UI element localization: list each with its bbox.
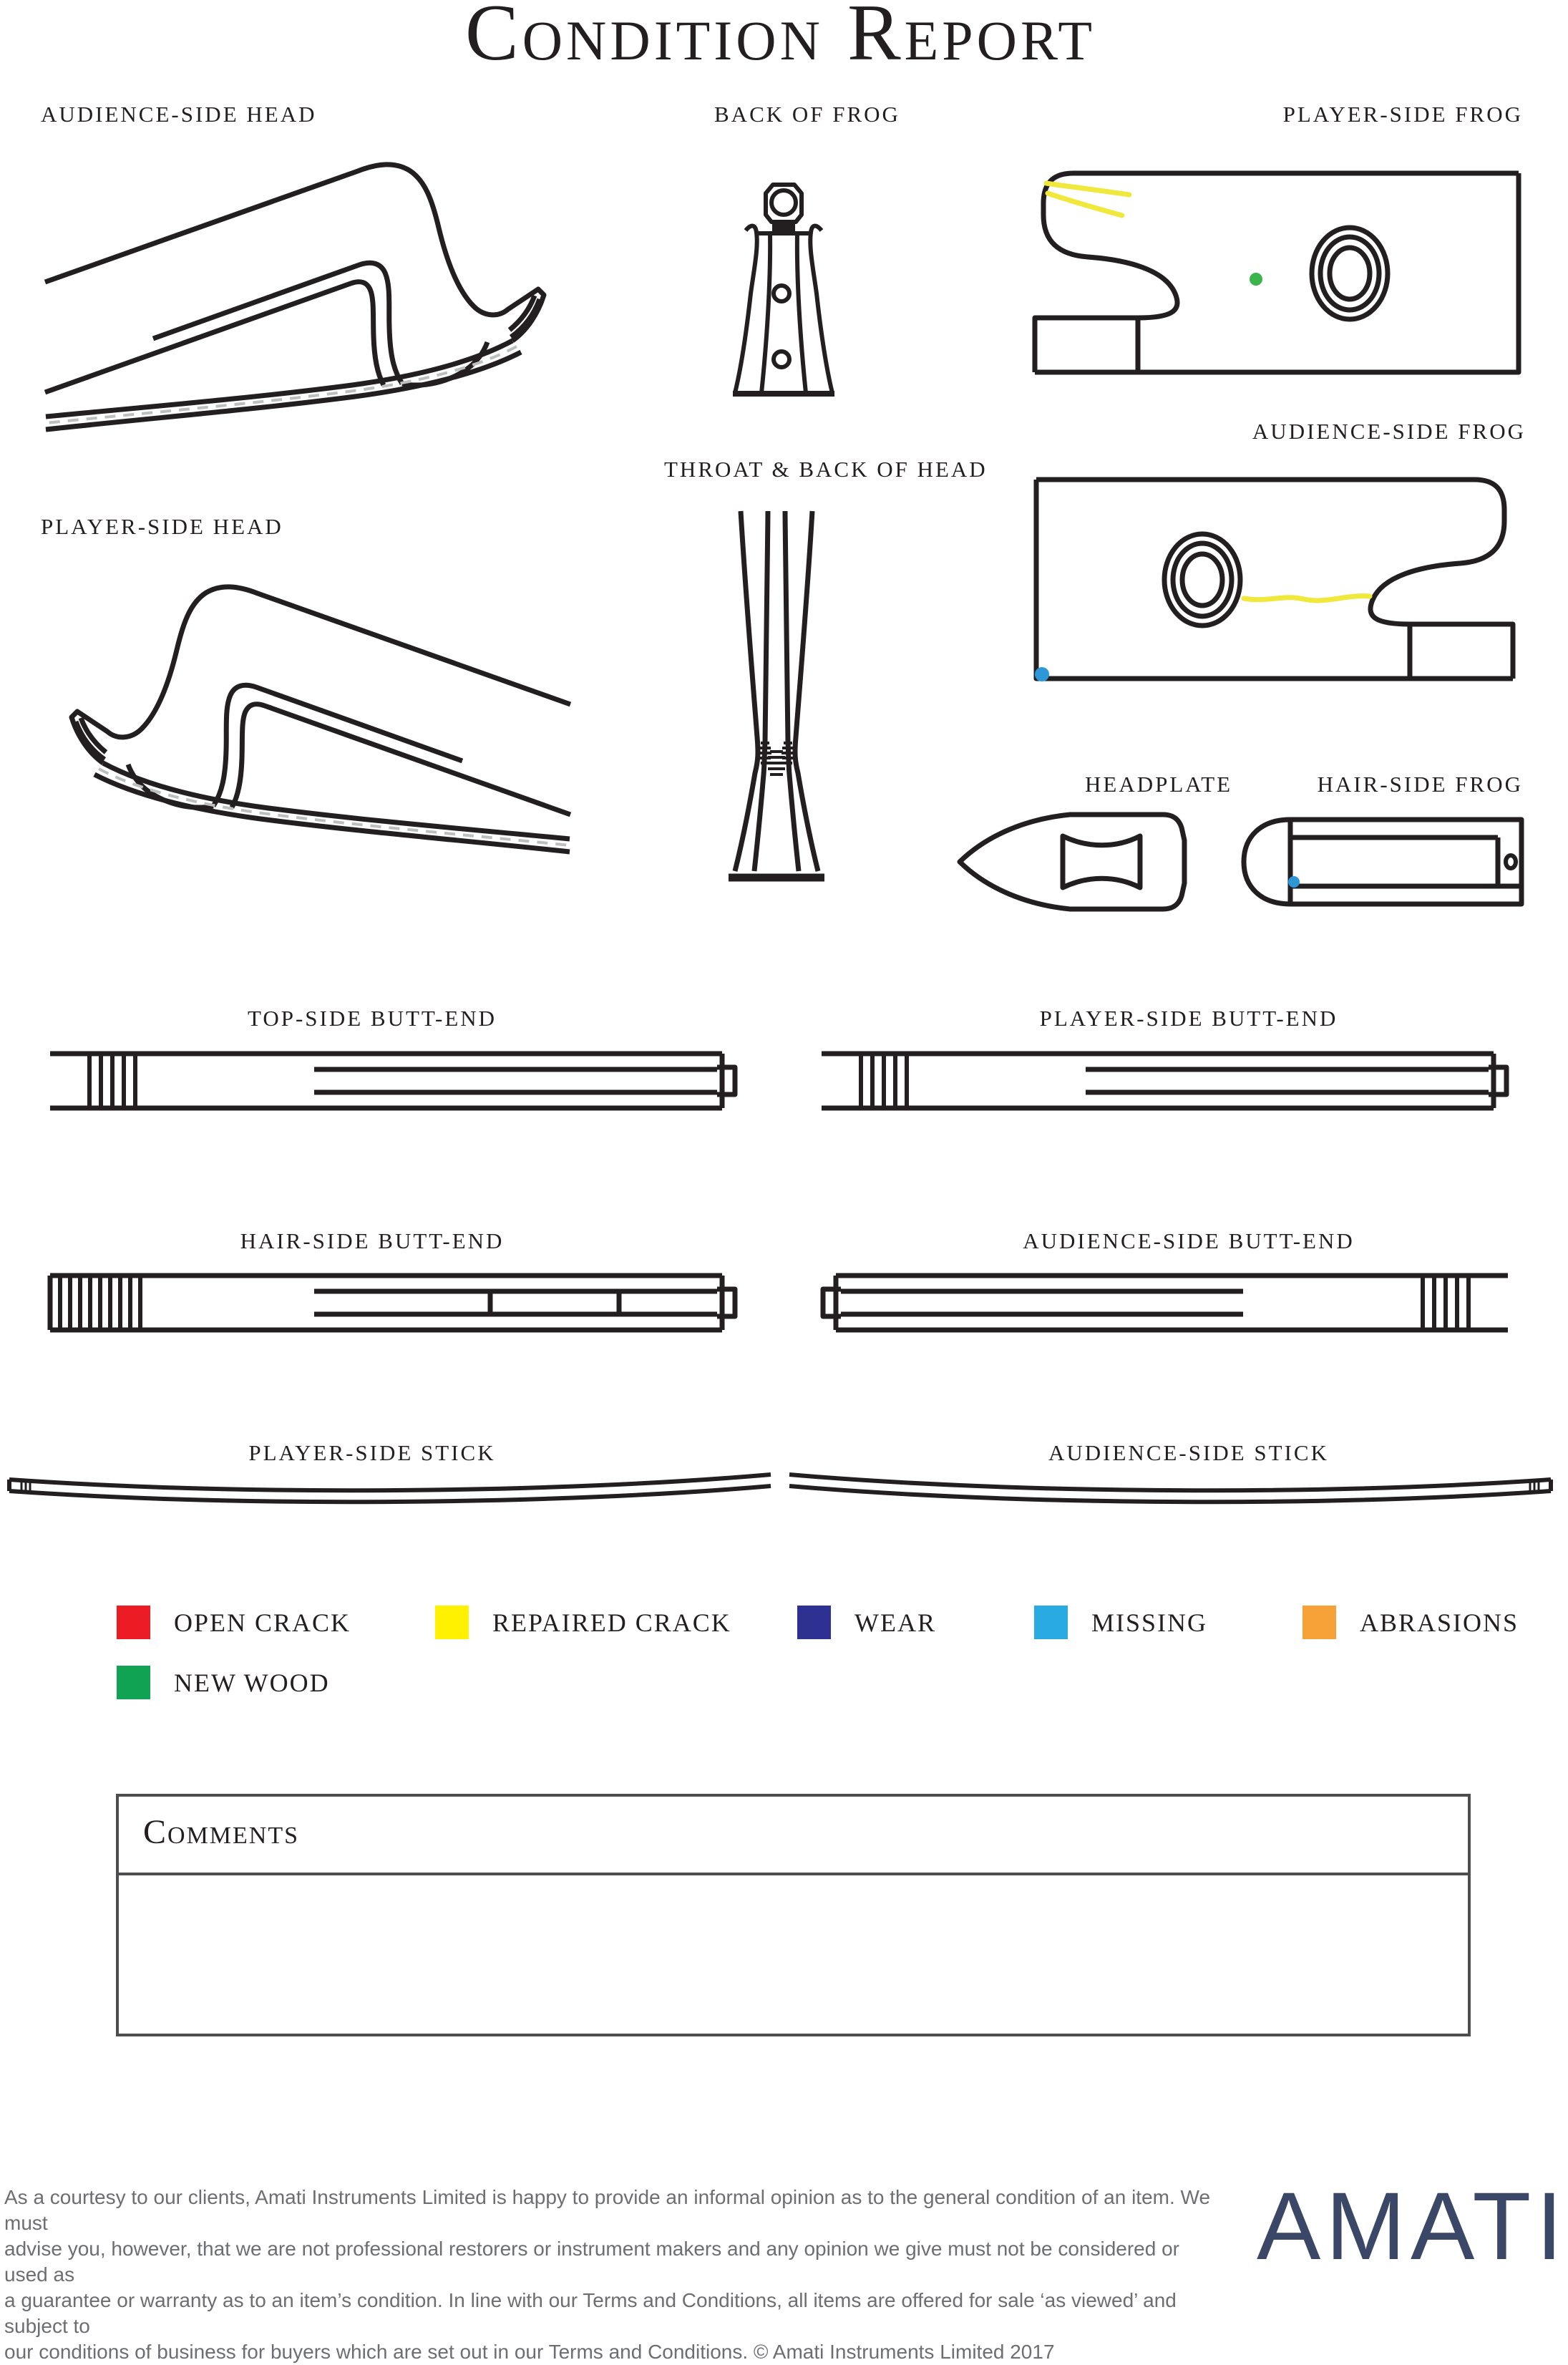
audience-side-frog-diagram [1032, 452, 1526, 703]
label-player-side-frog: PLAYER-SIDE FROG [1282, 102, 1523, 127]
new-wood-swatch-icon [117, 1666, 150, 1699]
repaired-crack-swatch-icon [435, 1606, 469, 1639]
new-wood-mark [1250, 273, 1262, 286]
player-side-stick-diagram [7, 1471, 773, 1507]
frog-back-outline [733, 185, 834, 394]
legend-item-missing [1034, 1606, 1207, 1639]
legend-item-wear [797, 1606, 936, 1639]
player-side-butt-end-diagram [819, 1049, 1510, 1113]
label-back-of-frog: BACK OF FROG [714, 102, 900, 127]
label-hair-side-butt-end: HAIR-SIDE BUTT-END [240, 1228, 505, 1253]
head-outline [72, 587, 570, 852]
butt-end-outline [50, 1276, 735, 1330]
frog-outline [1036, 480, 1513, 679]
top-side-butt-end-diagram [48, 1049, 739, 1113]
back-of-frog-diagram [730, 179, 837, 408]
legend-label: WEAR [854, 1608, 936, 1637]
legend-item-open-crack [117, 1606, 351, 1639]
label-audience-side-stick: AUDIENCE-SIDE STICK [1048, 1440, 1329, 1465]
butt-end-outline [822, 1054, 1506, 1108]
footer-line: As a courtesy to our clients, Amati Instruments Limited is happy to provide an informal opinion as to the general condition of an item. We must [4, 2186, 1211, 2234]
legend-label: NEW WOOD [174, 1668, 330, 1697]
throat-back-of-head-diagram [723, 510, 830, 893]
amati-logo: AMATI [1257, 2173, 1568, 2280]
hair-side-frog-diagram [1237, 816, 1526, 908]
label-audience-side-head: AUDIENCE-SIDE HEAD [41, 102, 317, 127]
player-side-frog-diagram [1022, 146, 1523, 397]
butt-end-outline [823, 1276, 1508, 1330]
label-throat-back-of-head: THROAT & BACK OF HEAD [664, 457, 988, 482]
throat-outline [729, 511, 824, 878]
wear-swatch-icon [797, 1606, 831, 1639]
label-player-side-stick: PLAYER-SIDE STICK [248, 1440, 496, 1465]
audience-side-butt-end-diagram [819, 1271, 1510, 1335]
label-audience-side-frog: AUDIENCE-SIDE FROG [1252, 419, 1526, 444]
missing-mark [1288, 876, 1300, 888]
player-side-head-diagram [43, 565, 573, 880]
legend-label: OPEN CRACK [174, 1608, 351, 1637]
hair-side-butt-end-diagram [48, 1271, 739, 1335]
abrasions-swatch-icon [1302, 1606, 1336, 1639]
legend-item-new-wood [117, 1666, 330, 1699]
missing-swatch-icon [1034, 1606, 1068, 1639]
stick-outline [9, 1475, 771, 1502]
headplate-outline [960, 815, 1184, 909]
label-player-side-head: PLAYER-SIDE HEAD [41, 514, 283, 539]
comments-box [116, 1794, 1471, 2036]
legend-label: ABRASIONS [1360, 1608, 1519, 1637]
repaired-crack-mark [1244, 596, 1370, 601]
legend-item-repaired-crack [435, 1606, 731, 1639]
legend-label: MISSING [1091, 1608, 1208, 1637]
label-audience-side-butt-end: AUDIENCE-SIDE BUTT-END [1023, 1228, 1355, 1253]
label-top-side-butt-end: TOP-SIDE BUTT-END [247, 1006, 497, 1031]
frog-button-neck [772, 220, 795, 235]
butt-end-outline [50, 1054, 735, 1108]
footer-line: our conditions of business for buyers which are set out in our Terms and Conditions. © Amati Instruments Limited 2017 [4, 2341, 1055, 2363]
repaired-crack-mark [1048, 193, 1122, 215]
hair-side-frog-outline [1244, 820, 1521, 904]
comments-body[interactable] [119, 1875, 1468, 2034]
legend-label: REPAIRED CRACK [492, 1608, 731, 1637]
footer-line: a guarantee or warranty as to an item’s condition. In line with our Terms and Conditions, all items are offered for sale ‘as viewed’ and subject to [4, 2289, 1177, 2337]
label-hair-side-frog: HAIR-SIDE FROG [1317, 772, 1523, 797]
frog-outline [1035, 173, 1519, 372]
comments-title: Comments [143, 1813, 300, 1851]
missing-mark [1035, 667, 1049, 681]
legend-item-abrasions [1302, 1606, 1519, 1639]
stick-outline [789, 1475, 1551, 1502]
label-headplate: HEADPLATE [1085, 772, 1233, 797]
page-title: Condition Report [465, 0, 1096, 77]
open-crack-swatch-icon [117, 1606, 150, 1639]
audience-side-stick-diagram [787, 1471, 1553, 1507]
footer-disclaimer [4, 2185, 1228, 2365]
repaired-crack-mark [1046, 183, 1129, 195]
audience-side-head-diagram [43, 143, 573, 458]
headplate-diagram [955, 807, 1192, 915]
footer-line: advise you, however, that we are not professional restorers or instrument makers and any opinion we give must not be considered or used as [4, 2238, 1179, 2286]
head-outline [45, 165, 544, 429]
label-player-side-butt-end: PLAYER-SIDE BUTT-END [1039, 1006, 1338, 1031]
